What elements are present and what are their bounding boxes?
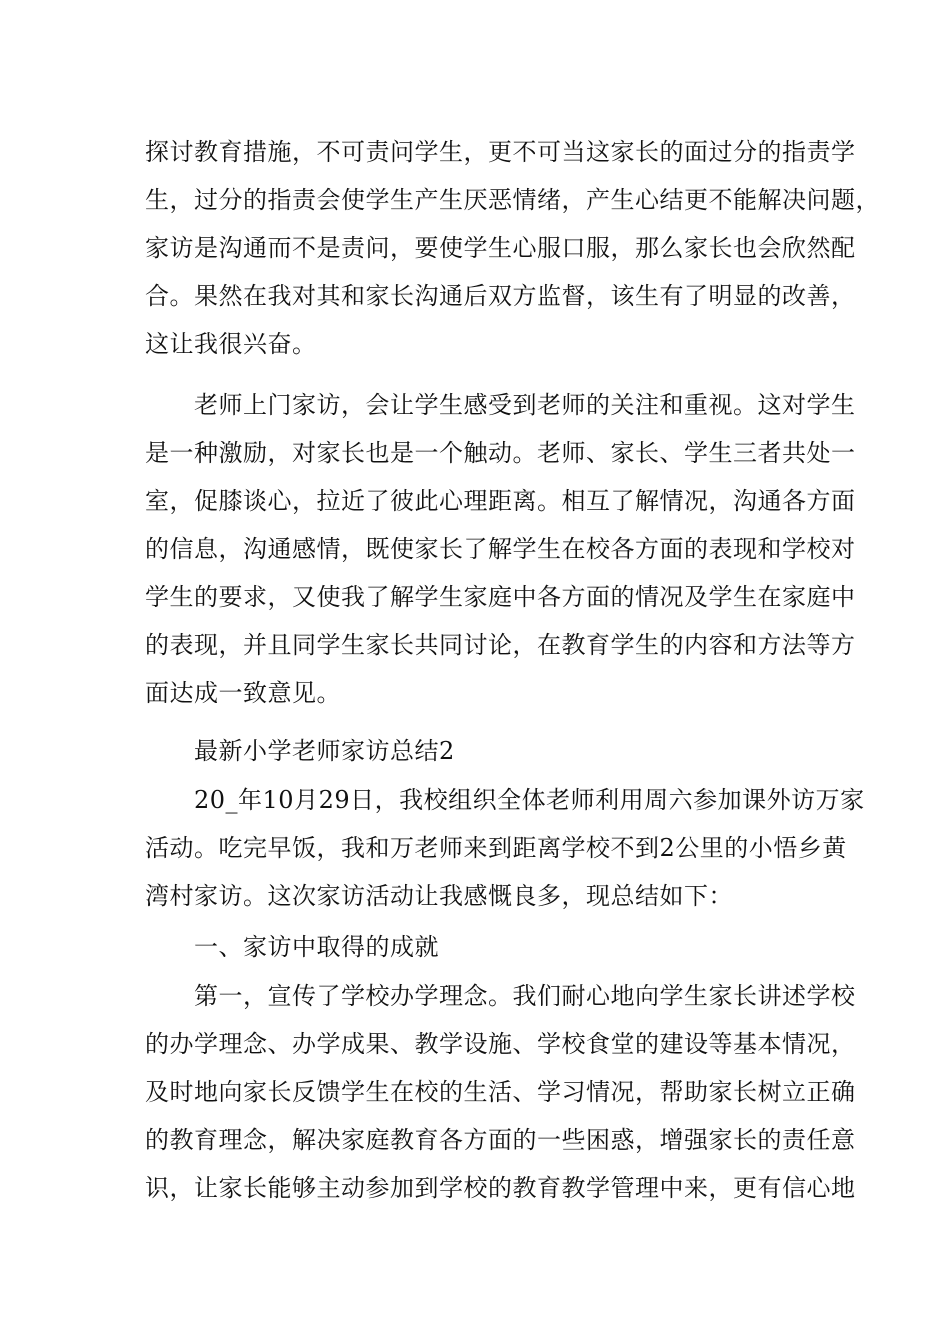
text-line: 的表现，并且同学生家长共同讨论，在教育学生的内容和方法等方 [145, 631, 856, 659]
text-line: 20_年10月29日，我校组织全体老师利用周六参加课外访万家 [145, 786, 865, 814]
text-line: 探讨教育措施，不可责问学生，更不可当这家长的面过分的指责学 [145, 138, 856, 166]
text-line: 这让我很兴奋。 [145, 330, 317, 358]
paragraph-block-3 [145, 776, 865, 920]
text-line: 是一种激励，对家长也是一个触动。老师、家长、学生三者共处一 [145, 439, 856, 467]
text-line: 第一，宣传了学校办学理念。我们耐心地向学生家长讲述学校 [145, 982, 856, 1010]
text-line: 学生的要求，又使我了解学生家庭中各方面的情况及学生在家庭中 [145, 583, 856, 611]
text-line: 及时地向家长反馈学生在校的生活、学习情况，帮助家长树立正确 [145, 1078, 856, 1106]
text-line: 的信息，沟通感情，既使家长了解学生在校各方面的表现和学校对 [145, 535, 856, 563]
paragraph-block-2 [145, 381, 856, 717]
paragraph-block-4 [145, 972, 856, 1212]
section-heading-text: 一、家访中取得的成就 [145, 933, 439, 961]
text-line: 识，让家长能够主动参加到学校的教育教学管理中来，更有信心地 [145, 1174, 856, 1202]
text-line: 湾村家访。这次家访活动让我感慨良多，现总结如下： [145, 882, 733, 910]
text-line: 生，过分的指责会使学生产生厌恶情绪，产生心结更不能解决问题， [145, 186, 880, 214]
text-line: 面达成一致意见。 [145, 679, 341, 707]
text-line: 合。果然在我对其和家长沟通后双方监督，该生有了明显的改善， [145, 282, 856, 310]
heading-text: 最新小学老师家访总结2 [145, 737, 455, 765]
section-heading [145, 923, 835, 971]
text-line: 室，促膝谈心，拉近了彼此心理距离。相互了解情况，沟通各方面 [145, 487, 856, 515]
text-line: 家访是沟通而不是责问，要使学生心服口服，那么家长也会欣然配 [145, 234, 856, 262]
text-line: 的教育理念，解决家庭教育各方面的一些困惑，增强家长的责任意 [145, 1126, 856, 1154]
article-heading [145, 727, 835, 775]
text-line: 老师上门家访，会让学生感受到老师的关注和重视。这对学生 [145, 391, 856, 419]
paragraph-block-1 [145, 128, 880, 368]
text-line: 活动。吃完早饭，我和万老师来到距离学校不到2公里的小悟乡黄 [145, 834, 847, 862]
text-line: 的办学理念、办学成果、教学设施、学校食堂的建设等基本情况， [145, 1030, 856, 1058]
